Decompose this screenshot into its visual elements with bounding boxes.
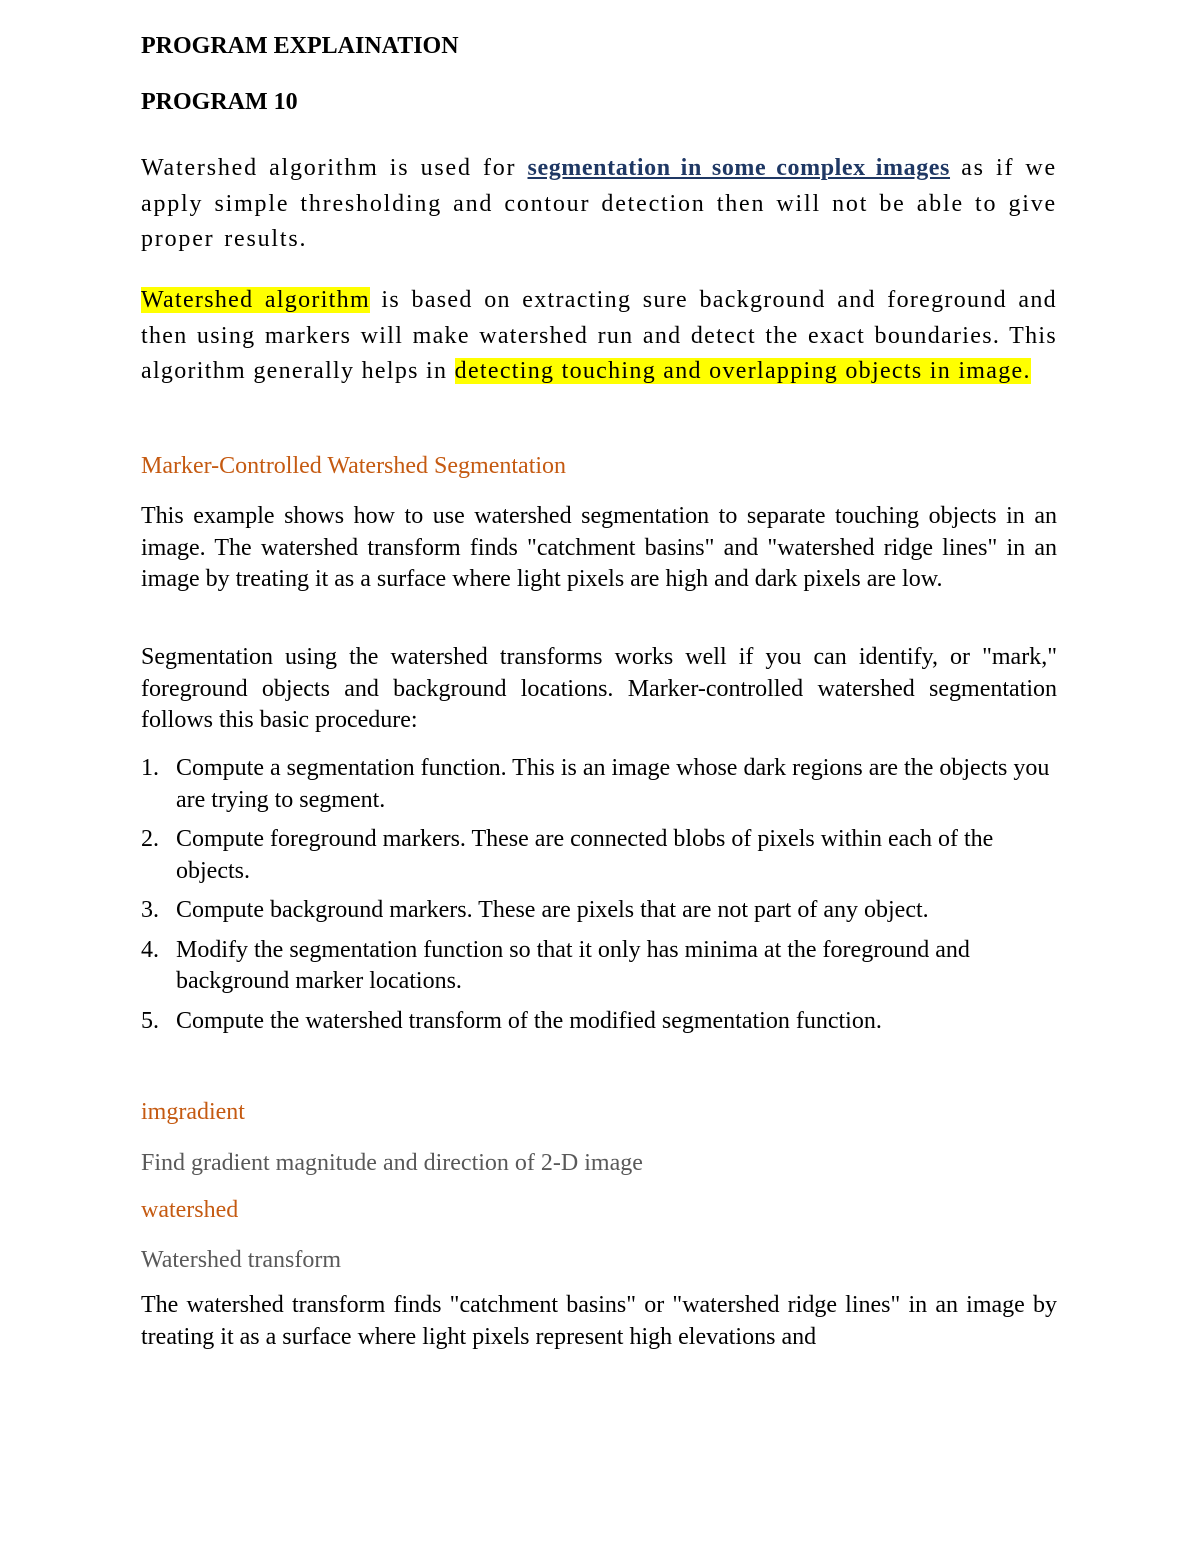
step-text: Modify the segmentation function so that it only has minima at the foreground and background marker locations. [176,936,970,994]
step-number: 4. [141,936,159,963]
algorithm-text-middle: is based on extracting sure background and foreground and then using markers will make watershed run and detect the exact boundaries. This algorithm generally helps in [141,287,1057,384]
watershed-transform-paragraph: The watershed transform finds "catchment basins" or "watershed ridge lines" in an image by treating it as a surface where light pixels represent high elevations and [141,1292,1057,1350]
program-label: PROGRAM 10 [141,89,298,115]
function-desc-watershed: Watershed transform [141,1247,341,1273]
step-number: 2. [141,826,159,852]
example-paragraph: This example shows how to use watershed segmentation to separate touching objects in an image. The watershed transform finds "catchment basins" and "watershed ridge lines" in an image by treating it as a surface where light pixels are high and dark pixels are low. [141,503,1057,592]
step-text: Compute the watershed transform of the modified segmentation function. [176,1007,882,1034]
list-item [141,935,1057,998]
function-name-imgradient: imgradient [141,1099,245,1125]
function-name-watershed: watershed [141,1197,239,1223]
step-number: 1. [141,755,159,781]
intro-text-after: as if we apply simple thresholding and contour detection then will not be able to give proper results. [141,155,1058,252]
segmentation-link[interactable]: segmentation in some complex images [527,155,951,181]
step-text: Compute background markers. These are pixels that are not part of any object. [176,897,929,923]
intro-paragraph [141,151,1057,258]
highlight-detecting-touching: detecting touching and overlapping objects in image. [454,358,1031,384]
list-item [141,895,1057,927]
section-heading: Marker-Controlled Watershed Segmentation [141,453,567,479]
list-item [141,1006,1057,1038]
list-item [141,753,1057,816]
function-desc-imgradient: Find gradient magnitude and direction of 2-D image [141,1150,643,1176]
procedure-steps-list [141,753,1057,1045]
step-text: Compute a segmentation function. This is an image whose dark regions are the objects you are trying to segment. [176,755,1050,813]
step-number: 3. [141,897,159,923]
procedure-paragraph: Segmentation using the watershed transforms works well if you can identify, or "mark," foreground objects and background locations. Marker-controlled watershed segmentation follows this basic procedure: [141,644,1057,733]
document-title: PROGRAM EXPLAINATION [141,33,459,59]
list-item [141,824,1057,887]
step-number: 5. [141,1007,159,1034]
highlight-watershed-algorithm: Watershed algorithm [141,287,370,313]
intro-text-before: Watershed algorithm is used for [141,155,528,181]
algorithm-paragraph [141,283,1057,390]
step-text: Compute foreground markers. These are connected blobs of pixels within each of the objects. [176,826,994,884]
